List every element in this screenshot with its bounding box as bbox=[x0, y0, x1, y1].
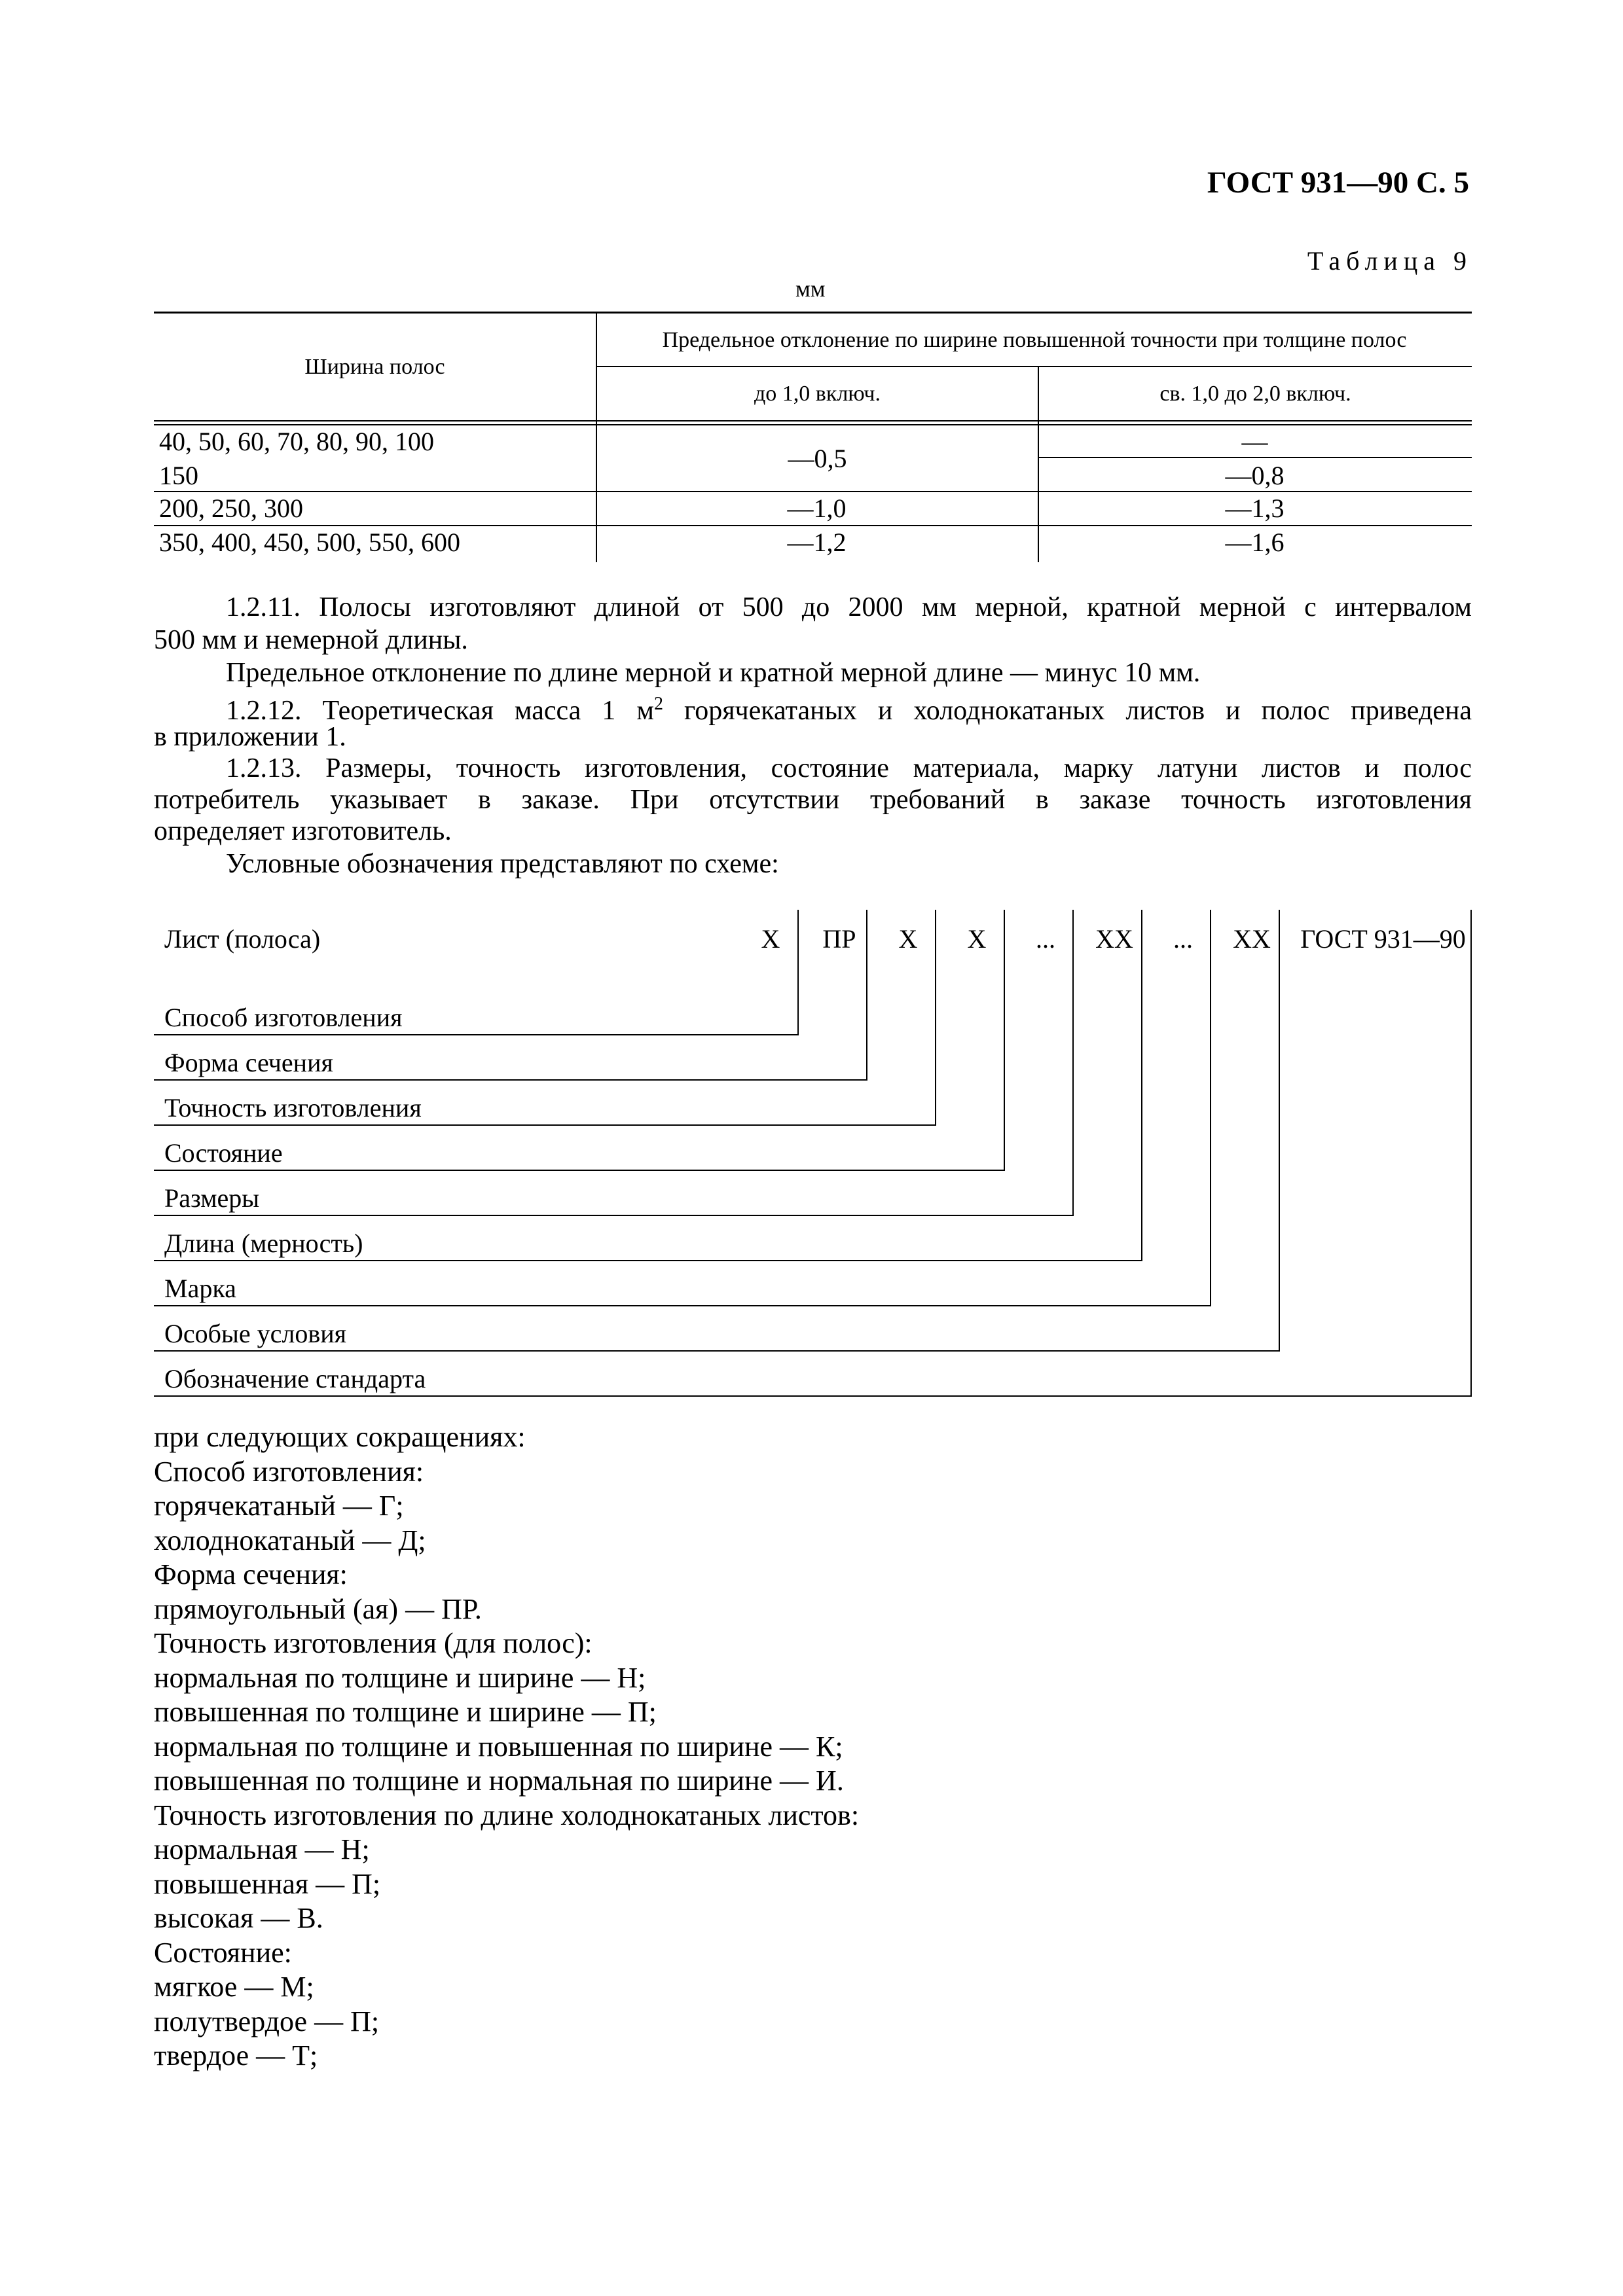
scheme-leader bbox=[1210, 910, 1211, 1306]
list-item: Состояние: bbox=[154, 1936, 292, 1969]
row-value-1: —1,2 bbox=[787, 528, 847, 557]
table-group-header: Предельное отклонение по ширине повышенной точности при толщине полос bbox=[662, 327, 1407, 352]
scheme-token: ХХ bbox=[1233, 924, 1271, 954]
list-item: повышенная по толщине и нормальная по ширине — И. bbox=[154, 1765, 844, 1797]
scheme-label: Длина (мерность) bbox=[164, 1229, 363, 1258]
para-1-2-12-line1: 1.2.12. Теоретическая масса 1 $м^2$ горячекатаных и холоднокатаных листов и полос приведена bbox=[226, 694, 1472, 726]
list-item: прямоугольный (ая) — ПР. bbox=[154, 1592, 482, 1625]
table-top-rule bbox=[154, 312, 1472, 314]
table-merged-value: —0,5 bbox=[788, 443, 847, 473]
table-row bbox=[154, 526, 1472, 559]
scheme-token: ... bbox=[1173, 924, 1193, 954]
scheme-leader bbox=[1141, 910, 1142, 1261]
para-1-2-11-line3: Предельное отклонение по длине мерной и кратной мерной длине — минус 10 мм. bbox=[226, 658, 1201, 688]
row-value-2: —1,3 bbox=[1225, 493, 1285, 523]
scheme-label: Обозначение стандарта bbox=[164, 1364, 426, 1393]
table-head-rule-a bbox=[154, 420, 1472, 422]
row-value-2: — bbox=[1241, 427, 1268, 456]
para-scheme-intro: Условные обозначения представляют по схеме: bbox=[226, 849, 779, 879]
list-item: нормальная — Н; bbox=[154, 1833, 370, 1865]
table-row bbox=[154, 459, 1472, 492]
scheme-leader bbox=[1004, 910, 1005, 1171]
list-item: повышенная по толщине и ширине — П; bbox=[154, 1696, 657, 1728]
scheme-leader bbox=[866, 910, 867, 1081]
scheme-token: Х bbox=[898, 924, 918, 954]
list-item: повышенная — П; bbox=[154, 1867, 381, 1900]
scheme-title: Лист (полоса) bbox=[164, 924, 321, 954]
list-item: горячекатаный — Г; bbox=[154, 1490, 404, 1522]
designation-scheme bbox=[154, 910, 1472, 1397]
table-row bbox=[154, 425, 1472, 458]
scheme-underline bbox=[154, 1305, 1211, 1306]
table-unit: мм bbox=[795, 276, 826, 302]
list-item: холоднокатаный — Д; bbox=[154, 1524, 426, 1556]
list-item: нормальная по толщине и ширине — Н; bbox=[154, 1661, 646, 1694]
scheme-leader bbox=[1072, 910, 1074, 1216]
scheme-leader bbox=[797, 910, 799, 1035]
list-item: высокая — В. bbox=[154, 1902, 323, 1934]
list-item: полутвердое — П; bbox=[154, 2005, 380, 2037]
para-1-2-13-line2: потребитель указывает в заказе. При отсутствии требований в заказе точность изготовления bbox=[154, 785, 1472, 815]
row-value-2: —1,6 bbox=[1225, 528, 1285, 557]
scheme-underline bbox=[154, 1034, 799, 1035]
list-item: нормальная по толщине и повышенная по ширине — К; bbox=[154, 1730, 843, 1763]
scheme-underline bbox=[154, 1124, 936, 1126]
list-item: Форма сечения: bbox=[154, 1558, 348, 1590]
scheme-underline bbox=[154, 1079, 867, 1081]
scheme-token: ХХ bbox=[1095, 924, 1133, 954]
page-header: ГОСТ 931—90 С. 5 bbox=[1207, 166, 1469, 200]
table-subheader-1: до 1,0 включ. bbox=[754, 381, 881, 406]
scheme-label: Особые условия bbox=[164, 1319, 347, 1348]
scheme-underline bbox=[154, 1215, 1074, 1216]
scheme-label: Точность изготовления bbox=[164, 1093, 422, 1122]
row-width: 150 bbox=[159, 461, 198, 490]
table-label: Таблица 9 bbox=[1307, 246, 1472, 276]
list-item: твердое — Т; bbox=[154, 2039, 318, 2072]
table-subheader-2: св. 1,0 до 2,0 включ. bbox=[1159, 381, 1351, 406]
scheme-token: ... bbox=[1036, 924, 1055, 954]
scheme-label: Марка bbox=[164, 1274, 236, 1303]
abbreviations-list bbox=[154, 1420, 859, 2073]
scheme-token-standard: ГОСТ 931—90 bbox=[1300, 924, 1466, 954]
para-1-2-13-line1: 1.2.13. Размеры, точность изготовления, состояние материала, марку латуни листов и полос bbox=[226, 753, 1472, 783]
scheme-underline bbox=[154, 1170, 1005, 1171]
list-item: Точность изготовления (для полос): bbox=[154, 1627, 593, 1659]
para-1-2-12-line2: в приложении 1. bbox=[154, 722, 346, 752]
para-1-2-13-line3: определяет изготовитель. bbox=[154, 816, 452, 846]
scheme-label: Способ изготовления bbox=[164, 1003, 403, 1032]
row-value-1: —1,0 bbox=[787, 493, 847, 523]
scheme-underline bbox=[154, 1395, 1472, 1397]
scheme-leader bbox=[1279, 910, 1280, 1352]
scheme-underline bbox=[154, 1350, 1280, 1352]
scheme-underline bbox=[154, 1260, 1142, 1261]
scheme-label: Состояние bbox=[164, 1138, 283, 1168]
para-1-2-11-line2: 500 мм и немерной длины. bbox=[154, 625, 468, 655]
scheme-token: Х bbox=[761, 924, 780, 954]
list-item: Точность изготовления по длине холоднокатаных листов: bbox=[154, 1799, 860, 1831]
para-1-2-11-line1: 1.2.11. Полосы изготовляют длиной от 500 до 2000 мм мерной, кратной мерной с интервалом bbox=[226, 592, 1472, 622]
scheme-token: ПР bbox=[822, 924, 856, 954]
scheme-label: Форма сечения bbox=[164, 1048, 333, 1077]
row-width: 40, 50, 60, 70, 80, 90, 100 bbox=[159, 427, 434, 456]
list-item: Способ изготовления: bbox=[154, 1455, 424, 1488]
scheme-leader bbox=[1470, 910, 1472, 1397]
list-item: при следующих сокращениях: bbox=[154, 1421, 526, 1453]
list-item: мягкое — М; bbox=[154, 1971, 314, 2003]
table-row bbox=[154, 492, 1472, 525]
scheme-token: Х bbox=[967, 924, 987, 954]
row-width: 200, 250, 300 bbox=[159, 493, 303, 523]
row-value-2: —0,8 bbox=[1225, 461, 1285, 490]
scheme-leader bbox=[935, 910, 936, 1126]
scheme-label: Размеры bbox=[164, 1183, 260, 1213]
table-col-width-header: Ширина полос bbox=[304, 355, 445, 379]
row-width: 350, 400, 450, 500, 550, 600 bbox=[159, 528, 460, 557]
